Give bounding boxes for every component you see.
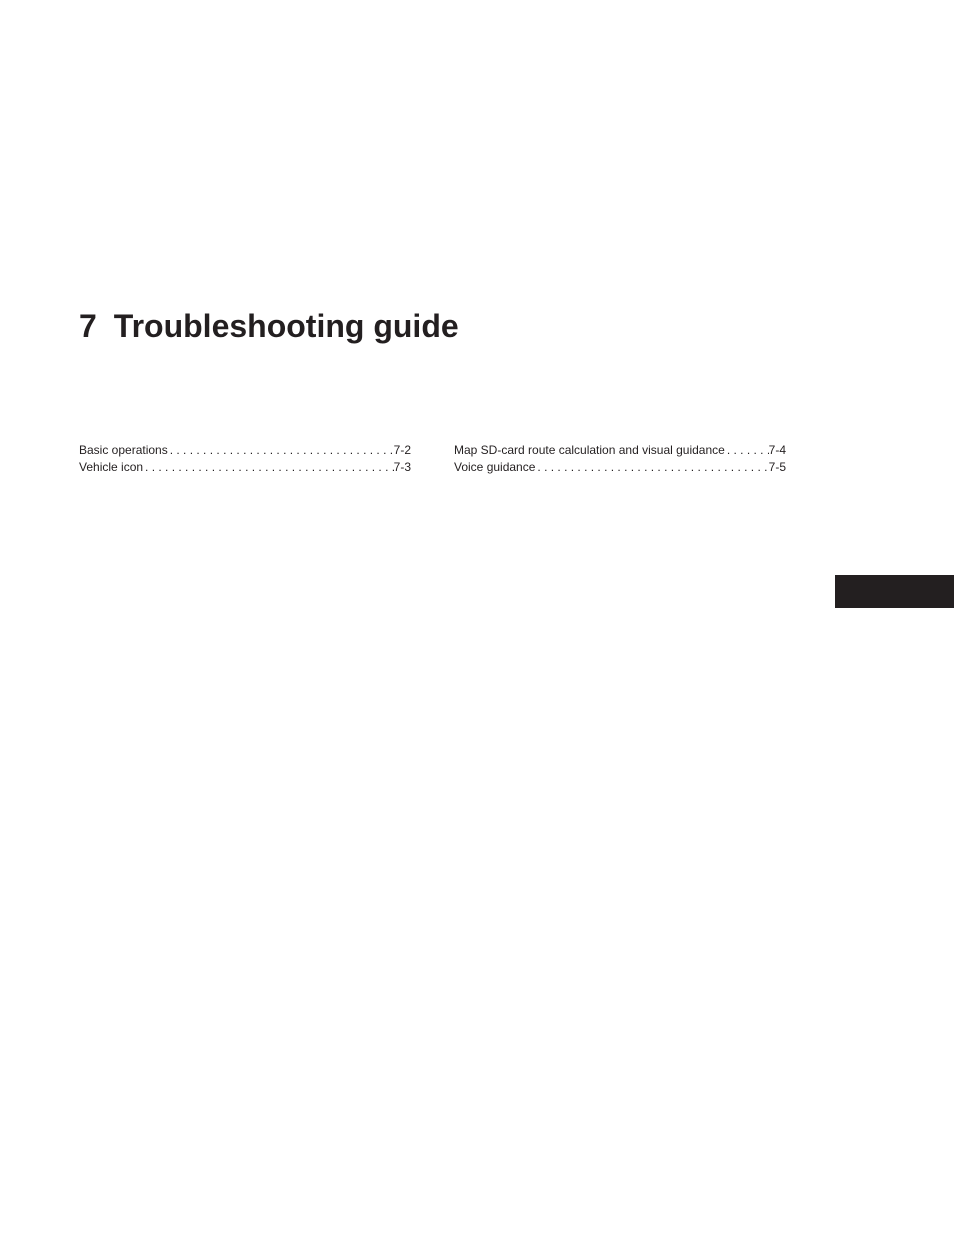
toc-entry-page: 7-3 <box>393 460 411 474</box>
toc-leader-dots <box>143 459 394 476</box>
toc-leader-dots <box>725 442 769 459</box>
toc-entry-label: Basic operations <box>79 443 168 457</box>
toc-entry-map-sd-card-route[interactable] <box>454 442 786 459</box>
toc-entry-page: 7-5 <box>768 460 786 474</box>
toc-leader-dots <box>535 459 768 476</box>
toc-entry-page: 7-4 <box>768 443 786 457</box>
chapter-thumb-tab <box>835 575 954 608</box>
toc-leader-dots <box>168 442 394 459</box>
toc-entry-label: Map SD-card route calculation and visual guidance <box>454 443 725 457</box>
toc-entry-voice-guidance[interactable] <box>454 459 786 476</box>
toc-right-column <box>454 442 786 476</box>
toc-left-column <box>79 442 411 476</box>
toc-entry-basic-operations[interactable] <box>79 442 411 459</box>
toc-entry-label: Vehicle icon <box>79 460 144 474</box>
toc-entry-vehicle-icon[interactable] <box>79 459 411 476</box>
chapter-number: 7 <box>79 308 97 344</box>
toc-entry-label: Voice guidance <box>454 460 536 474</box>
chapter-title-text: Troubleshooting guide <box>113 308 459 344</box>
toc-entry-page: 7-2 <box>393 443 411 457</box>
chapter-title <box>79 306 459 346</box>
